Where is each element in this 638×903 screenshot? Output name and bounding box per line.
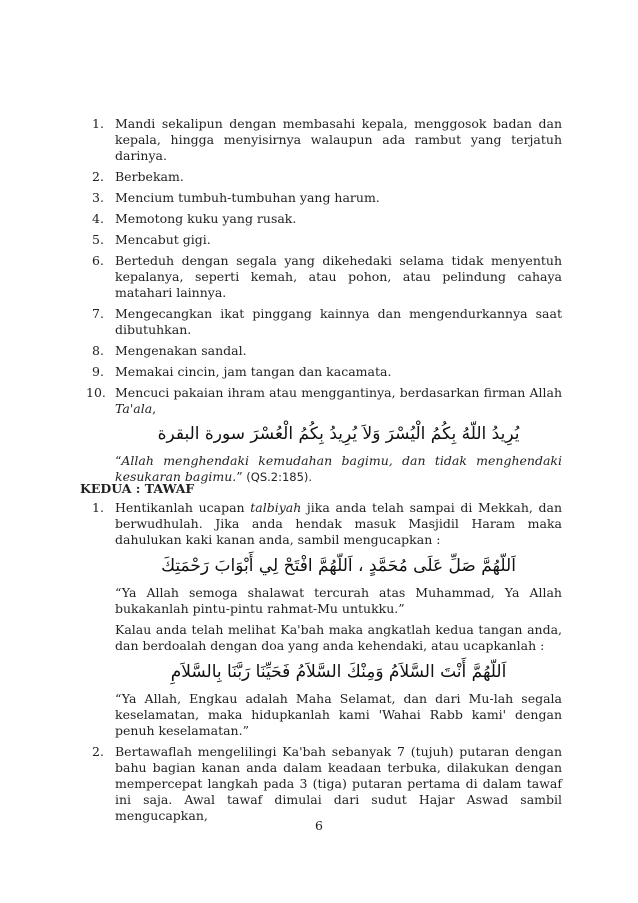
section-heading: KEDUA : TAWAF xyxy=(80,481,195,496)
tawaf-list xyxy=(80,500,562,829)
list-item: 3. Mencium tumbuh-tumbuhan yang harum. xyxy=(92,190,380,205)
item10-text: Mencuci pakaian ihram atau menggantinya, berdasarkan firman Allah Ta'ala, xyxy=(115,385,562,416)
page-number: 6 xyxy=(315,818,323,833)
list-item: 7. Mengecangkan ikat pinggang kainnya dan mengendurkannya saat dibutuhkan. xyxy=(92,306,562,337)
list-item: 6. Berteduh dengan segala yang dikehedaki selama tidak menyentuh kepalanya, seperti kemah, atau pohon, atau pelindung cahaya matahari lainnya. xyxy=(92,253,562,300)
list-item: 1. Mandi sekalipun dengan membasahi kepala, menggosok badan dan kepala, hingga menyisirnya walaupun ada rambut yang terjatuh darinya. xyxy=(92,116,562,163)
list-item: 9. Memakai cincin, jam tangan dan kacamata. xyxy=(92,364,392,379)
list-item: 10. Mencuci pakaian ihram atau menggantinya, berdasarkan firman Allah Ta'ala, يُرِيدُ اللّهُ بِكُمُ الْيُسْرَ وَلاَ يُرِيدُ بِكُمُ الْعُسْرَ سورة البقرة “Allah menghendaki kemudahan bagimu, dan tidak menghendaki kesukaran bagimu.” (QS.2:185). xyxy=(86,385,562,484)
paragraph: Hentikanlah ucapan talbiyah jika anda telah sampai di Mekkah, dan berwudhulah. Jika anda hendak masuk Masjidil Haram maka dahulukan kaki kanan anda, sambil mengucapkan : xyxy=(115,500,563,547)
list-item: 2. Bertawaflah mengelilingi Ka'bah sebanyak 7 (tujuh) putaran dengan bahu bagian kanan anda dalam keadaan terbuka, dilakukan dengan mempercepat langkah pada 3 (tiga) putaran pertama di dalam tawaf ini saja. Awal tawaf dimulai dari sudut Hajar Aswad sambil mengucapkan, xyxy=(92,744,562,823)
prayer-arabic: اَللّهُمَّ أَنْتَ السَّلاَمُ وَمِنْكَ السَّلاَمُ فَحَيِّنَا رَبَّنَا بِالسَّلاَمِ xyxy=(170,662,507,682)
list-item: 8. Mengenakan sandal. xyxy=(92,343,247,358)
list-item: 1. Hentikanlah ucapan talbiyah jika anda telah sampai di Mekkah, dan berwudhulah. Jika anda hendak masuk Masjidil Haram maka dahulukan kaki kanan anda, sambil mengucapkan : اَللّهُمَّ صَلِّ عَلَى مُحَمَّدٍ ، اَللّهُمَّ افْتَحْ لِي أَبْوَابَ رَحْمَتِكَ “Ya Allah semoga shalawat tercurah atas Muhammad, Ya Allah bukakanlah pintu-pintu rahmat-Mu untukku.” Kalau anda telah melihat Ka'bah maka angkatlah kedua tangan anda, dan berdoalah dengan doa yang anda kehendaki, atau ucapkanlah : اَللّهُمَّ أَنْتَ السَّلاَمُ وَمِنْكَ السَّلاَمُ فَحَيِّنَا رَبَّنَا بِالسَّلاَمِ “Ya Allah, Engkau adalah Maha Selamat, dan dari Mu-lah segala keselamatan, maka hidupkanlah kami 'Wahai Rabb kami' dengan penuh keselamatan.” xyxy=(92,500,563,738)
quran-verse-arabic: يُرِيدُ اللّهُ بِكُمُ الْيُسْرَ وَلاَ يُرِيدُ بِكُمُ الْعُسْرَ سورة البقرة xyxy=(157,424,520,444)
list-item: 4. Memotong kuku yang rusak. xyxy=(92,211,297,226)
list-item: 5. Mencabut gigi. xyxy=(92,232,211,247)
prayer-translation: “Ya Allah, Engkau adalah Maha Selamat, dan dari Mu-lah segala keselamatan, maka hidupkanlah kami 'Wahai Rabb kami' dengan penuh keselamatan.” xyxy=(115,691,562,738)
prohibitions-list xyxy=(80,116,562,490)
quran-verse-translation: “Allah menghendaki kemudahan bagimu, dan tidak menghendaki kesukaran bagimu.” (QS.2:185). xyxy=(115,453,562,484)
paragraph: Kalau anda telah melihat Ka'bah maka angkatlah kedua tangan anda, dan berdoalah dengan doa yang anda kehendaki, atau ucapkanlah : xyxy=(115,622,562,653)
list-item: 2. Berbekam. xyxy=(92,169,184,184)
prayer-arabic: اَللّهُمَّ صَلِّ عَلَى مُحَمَّدٍ ، اَللّهُمَّ افْتَحْ لِي أَبْوَابَ رَحْمَتِكَ xyxy=(161,556,516,576)
prayer-translation: “Ya Allah semoga shalawat tercurah atas Muhammad, Ya Allah bukakanlah pintu-pintu rahmat-Mu untukku.” xyxy=(115,585,562,616)
